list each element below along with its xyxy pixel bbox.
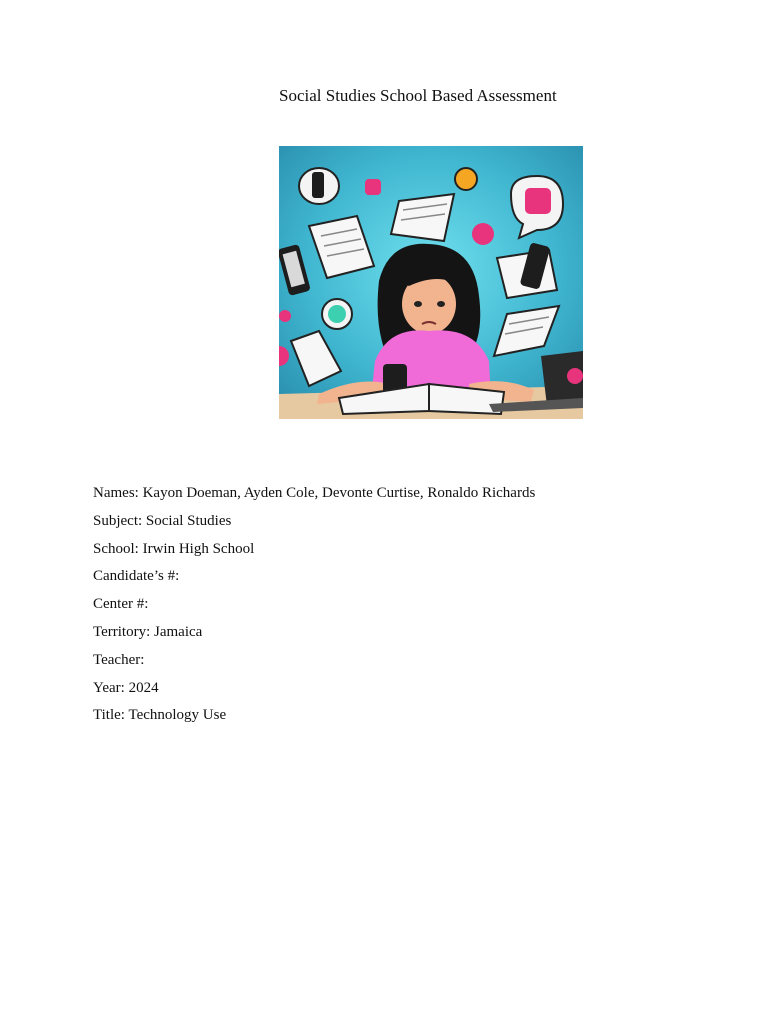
field-label: Territory: xyxy=(93,623,151,640)
field-label: Title: xyxy=(93,707,125,724)
school-field xyxy=(93,540,535,568)
field-value: Technology Use xyxy=(128,707,227,724)
year-field xyxy=(93,679,535,707)
emoji-icon xyxy=(322,299,352,329)
chat-bubble-icon xyxy=(299,168,339,204)
subject-field xyxy=(93,512,535,540)
candidate-number-field xyxy=(93,567,535,595)
field-label: Year: xyxy=(93,679,125,696)
field-label: Subject: xyxy=(93,512,143,529)
page-title: Social Studies School Based Assessment xyxy=(279,86,557,105)
names-field xyxy=(93,484,535,512)
teacher-field xyxy=(93,651,535,679)
field-label: School: xyxy=(93,540,139,557)
emoji-icon xyxy=(455,168,477,190)
field-value: Kayon Doeman, Ayden Cole, Devonte Curtise, Ronaldo Richards xyxy=(142,485,536,501)
field-label: Teacher: xyxy=(93,651,145,668)
center-number-field xyxy=(93,595,535,623)
field-value: 2024 xyxy=(128,679,159,696)
field-value: Jamaica xyxy=(154,623,203,640)
title-field xyxy=(93,706,535,734)
field-label: Center #: xyxy=(93,596,149,613)
paper-icon xyxy=(391,194,454,241)
field-label: Candidate’s #: xyxy=(93,568,180,585)
cover-illustration xyxy=(279,146,583,419)
field-label: Names: xyxy=(93,485,139,501)
cover-details xyxy=(93,484,535,734)
field-value: Social Studies xyxy=(145,512,232,529)
field-value: Irwin High School xyxy=(142,540,255,557)
territory-field xyxy=(93,623,535,651)
